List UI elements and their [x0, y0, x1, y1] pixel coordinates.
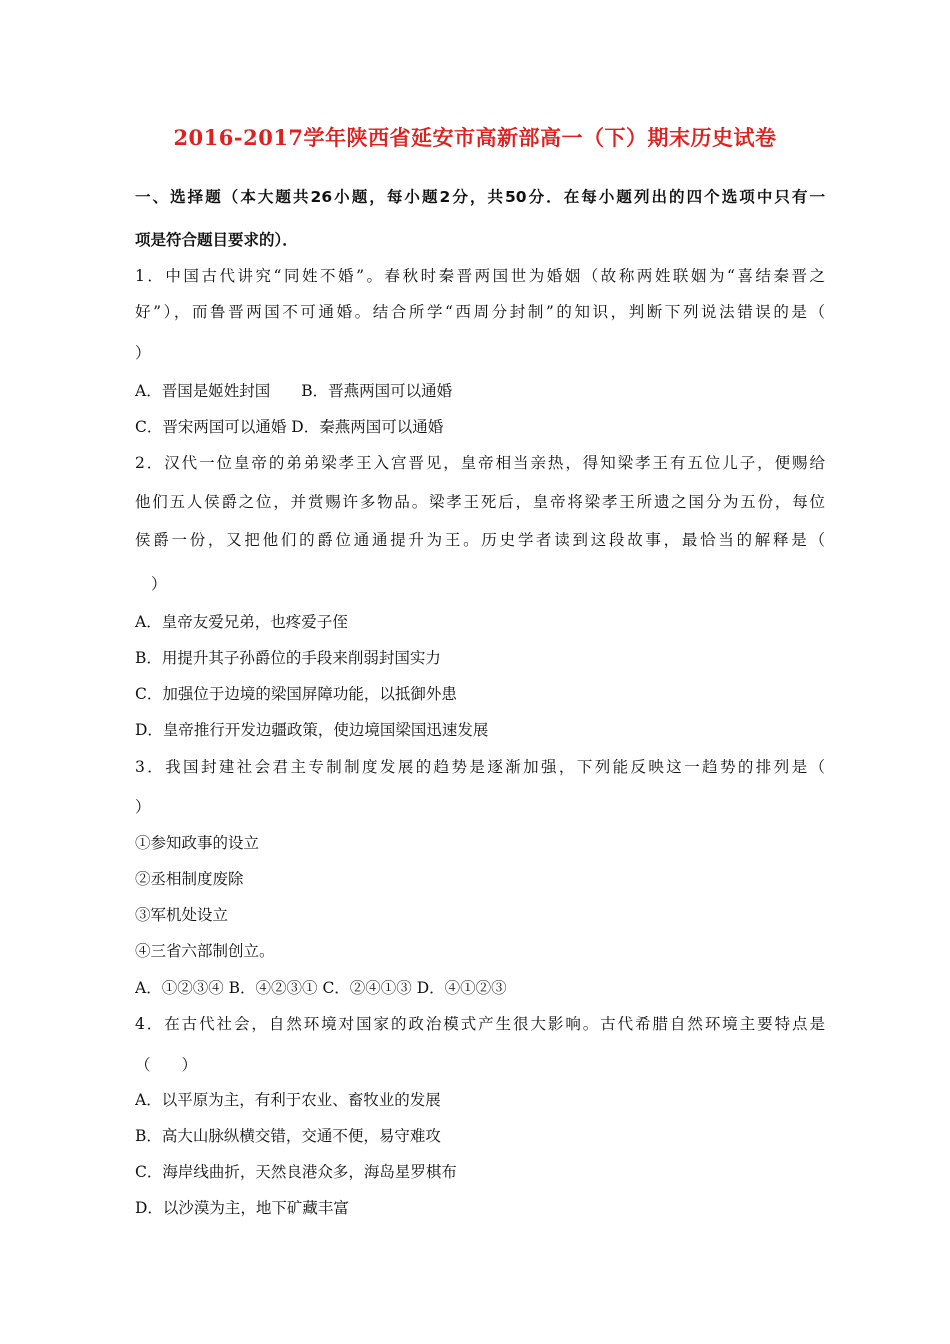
question-3-item-4: ④三省六部制创立。: [135, 942, 275, 960]
question-4-option-c: C．海岸线曲折，天然良港众多，海岛星罗棋布: [135, 1163, 457, 1181]
question-1-option-cd: C．晋宋两国可以通婚 D．秦燕两国可以通婚: [135, 418, 444, 436]
question-2-line-4: ）: [151, 575, 167, 593]
question-4-line-1: 4．在古代社会，自然环境对国家的政治模式产生很大影响。古代希腊自然环境主要特点是: [135, 1015, 825, 1033]
question-1-line-2: 好”），而鲁晋两国不可通婚。结合所学“西周分封制”的知识，判断下列说法错误的是（: [135, 303, 825, 321]
question-2-option-c: C．加强位于边境的梁国屏障功能，以抵御外患: [135, 685, 457, 703]
question-3-options: A．①②③④ B．④②③① C．②④①③ D．④①②③: [135, 979, 507, 997]
question-3-line-2: ）: [135, 798, 151, 816]
question-4-line-2: （ ）: [135, 1056, 198, 1074]
question-2-option-d: D．皇帝推行开发边疆政策，使边境国梁国迅速发展: [135, 721, 489, 739]
question-3-item-3: ③军机处设立: [135, 906, 229, 924]
question-1-line-1: 1．中国古代讲究“同姓不婚”。春秋时秦晋两国世为婚姻（故称两姓联姻为“喜结秦晋之: [135, 267, 825, 285]
question-3-item-2: ②丞相制度废除: [135, 870, 244, 888]
question-1-option-ab: A．晋国是姬姓封国 B．晋燕两国可以通婚: [135, 382, 453, 400]
section-heading-line-1: 一、选择题（本大题共26小题，每小题2分，共50分．在每小题列出的四个选项中只有一: [135, 188, 825, 206]
question-2-line-1: 2．汉代一位皇帝的弟弟梁孝王入宫晋见，皇帝相当亲热，得知梁孝王有五位儿子，便赐给: [135, 454, 825, 472]
question-3-line-1: 3．我国封建社会君主专制制度发展的趋势是逐渐加强，下列能反映这一趋势的排列是（: [135, 758, 825, 776]
section-heading-line-2: 项是符合题目要求的）．: [135, 231, 298, 249]
question-4-option-d: D．以沙漠为主，地下矿藏丰富: [135, 1199, 349, 1217]
page-title: 2016-2017学年陕西省延安市高新部高一（下）期末历史试卷: [173, 125, 777, 150]
question-2-line-3: 侯爵一份，又把他们的爵位通通提升为王。历史学者读到这段故事，最恰当的解释是（: [135, 531, 825, 549]
question-4-option-a: A．以平原为主，有利于农业、畜牧业的发展: [135, 1091, 441, 1109]
question-3-item-1: ①参知政事的设立: [135, 834, 260, 852]
question-4-option-b: B．高大山脉纵横交错，交通不便，易守难攻: [135, 1127, 441, 1145]
question-2-option-a: A．皇帝友爱兄弟，也疼爱子侄: [135, 613, 348, 631]
question-2-line-2: 他们五人侯爵之位，并赏赐许多物品。梁孝王死后，皇帝将梁孝王所遗之国分为五份，每位: [135, 493, 825, 511]
question-2-option-b: B．用提升其子孙爵位的手段来削弱封国实力: [135, 649, 441, 667]
question-1-line-3: ）: [135, 344, 151, 362]
